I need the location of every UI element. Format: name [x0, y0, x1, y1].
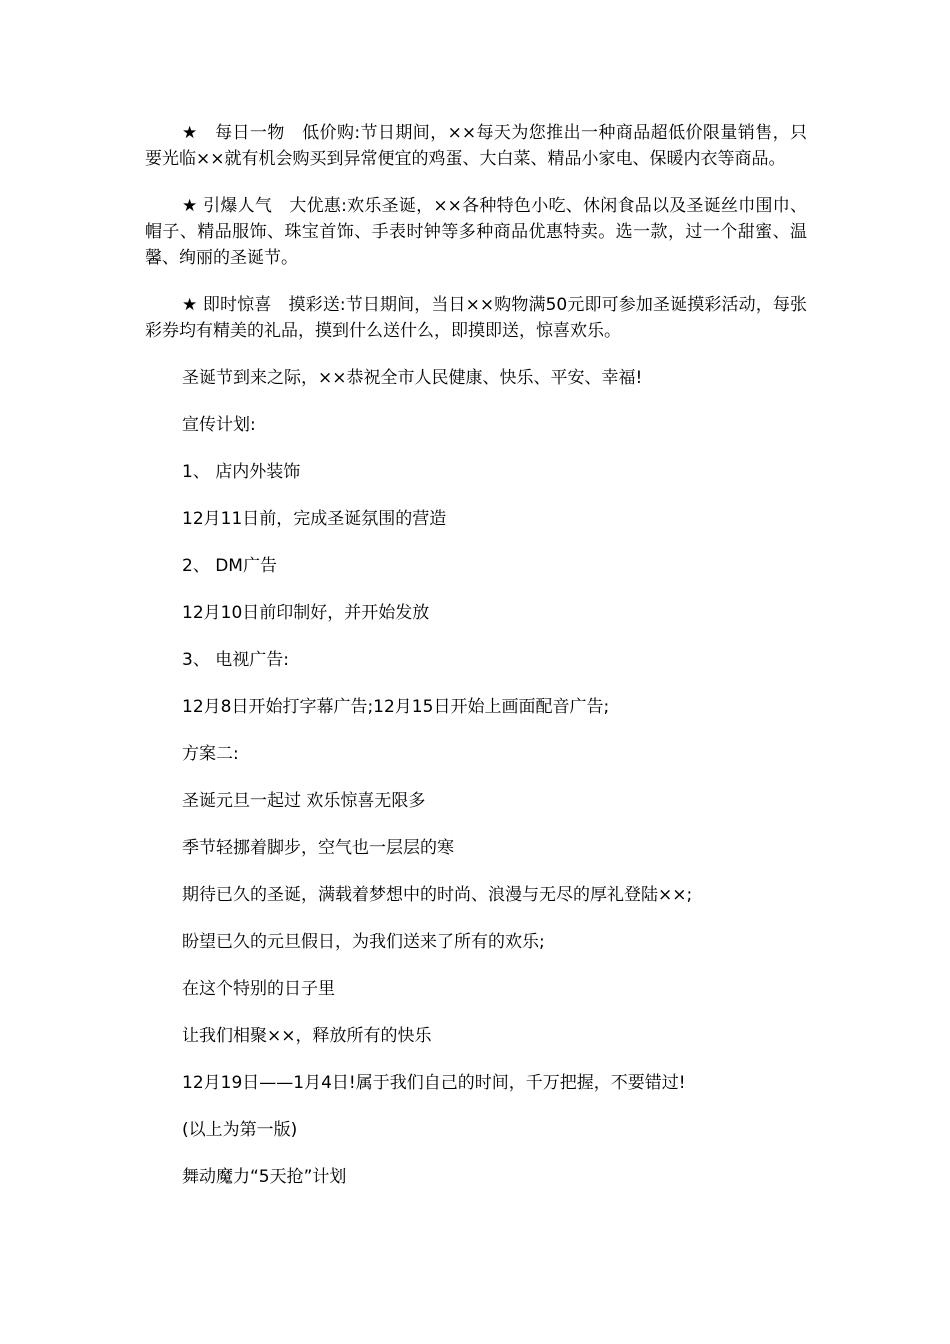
text-line: 圣诞节到来之际，××恭祝全市人民健康、快乐、平安、幸福!	[182, 368, 643, 388]
text-line: 12月19日——1月4日!属于我们自己的时间，千万把握，不要错过!	[182, 1073, 686, 1093]
text-line: 舞动魔力“5天抢”计划	[182, 1167, 347, 1187]
text-line: 盼望已久的元旦假日，为我们送来了所有的欢乐;	[182, 932, 545, 952]
paragraph-lucky-draw: ★ 即时惊喜 摸彩送:节日期间，当日××购物满50元即可参加圣诞摸彩活动，每张彩券均有精美的礼品，摸到什么送什么，即摸即送，惊喜欢乐。	[145, 295, 807, 341]
text-line: 12月10日前印制好，并开始发放	[182, 603, 430, 623]
text-line: 让我们相聚××，释放所有的快乐	[182, 1026, 432, 1046]
text-line: 1、 店内外装饰	[182, 462, 301, 482]
text-line: 圣诞元旦一起过 欢乐惊喜无限多	[182, 791, 426, 811]
text-line: 12月11日前，完成圣诞氛围的营造	[182, 509, 447, 529]
text-line: 3、 电视广告:	[182, 650, 289, 670]
text-line: 季节轻挪着脚步，空气也一层层的寒	[182, 838, 454, 858]
paragraph-daily-item: ★ 每日一物 低价购:节日期间，××每天为您推出一种商品超低价限量销售，只要光临××就有机会购买到异常便宜的鸡蛋、大白菜、精品小家电、保暖内衣等商品。	[145, 123, 807, 169]
paragraph-big-discount: ★ 引爆人气 大优惠:欢乐圣诞，××各种特色小吃、休闲食品以及圣诞丝巾围巾、帽子、精品服饰、珠宝首饰、手表时钟等多种商品优惠特卖。选一款，过一个甜蜜、温馨、绚丽的圣诞节。	[145, 196, 807, 268]
text-line: 方案二:	[182, 744, 239, 764]
text-line: (以上为第一版)	[182, 1120, 298, 1140]
text-line: 宣传计划:	[182, 415, 256, 435]
text-line: 12月8日开始打字幕广告;12月15日开始上画面配音广告;	[182, 697, 610, 717]
document-body	[145, 120, 807, 1211]
text-line: 期待已久的圣诞，满载着梦想中的时尚、浪漫与无尽的厚礼登陆××;	[182, 885, 693, 905]
text-line: 2、 DM广告	[182, 556, 277, 576]
text-line: 在这个特别的日子里	[182, 979, 335, 999]
